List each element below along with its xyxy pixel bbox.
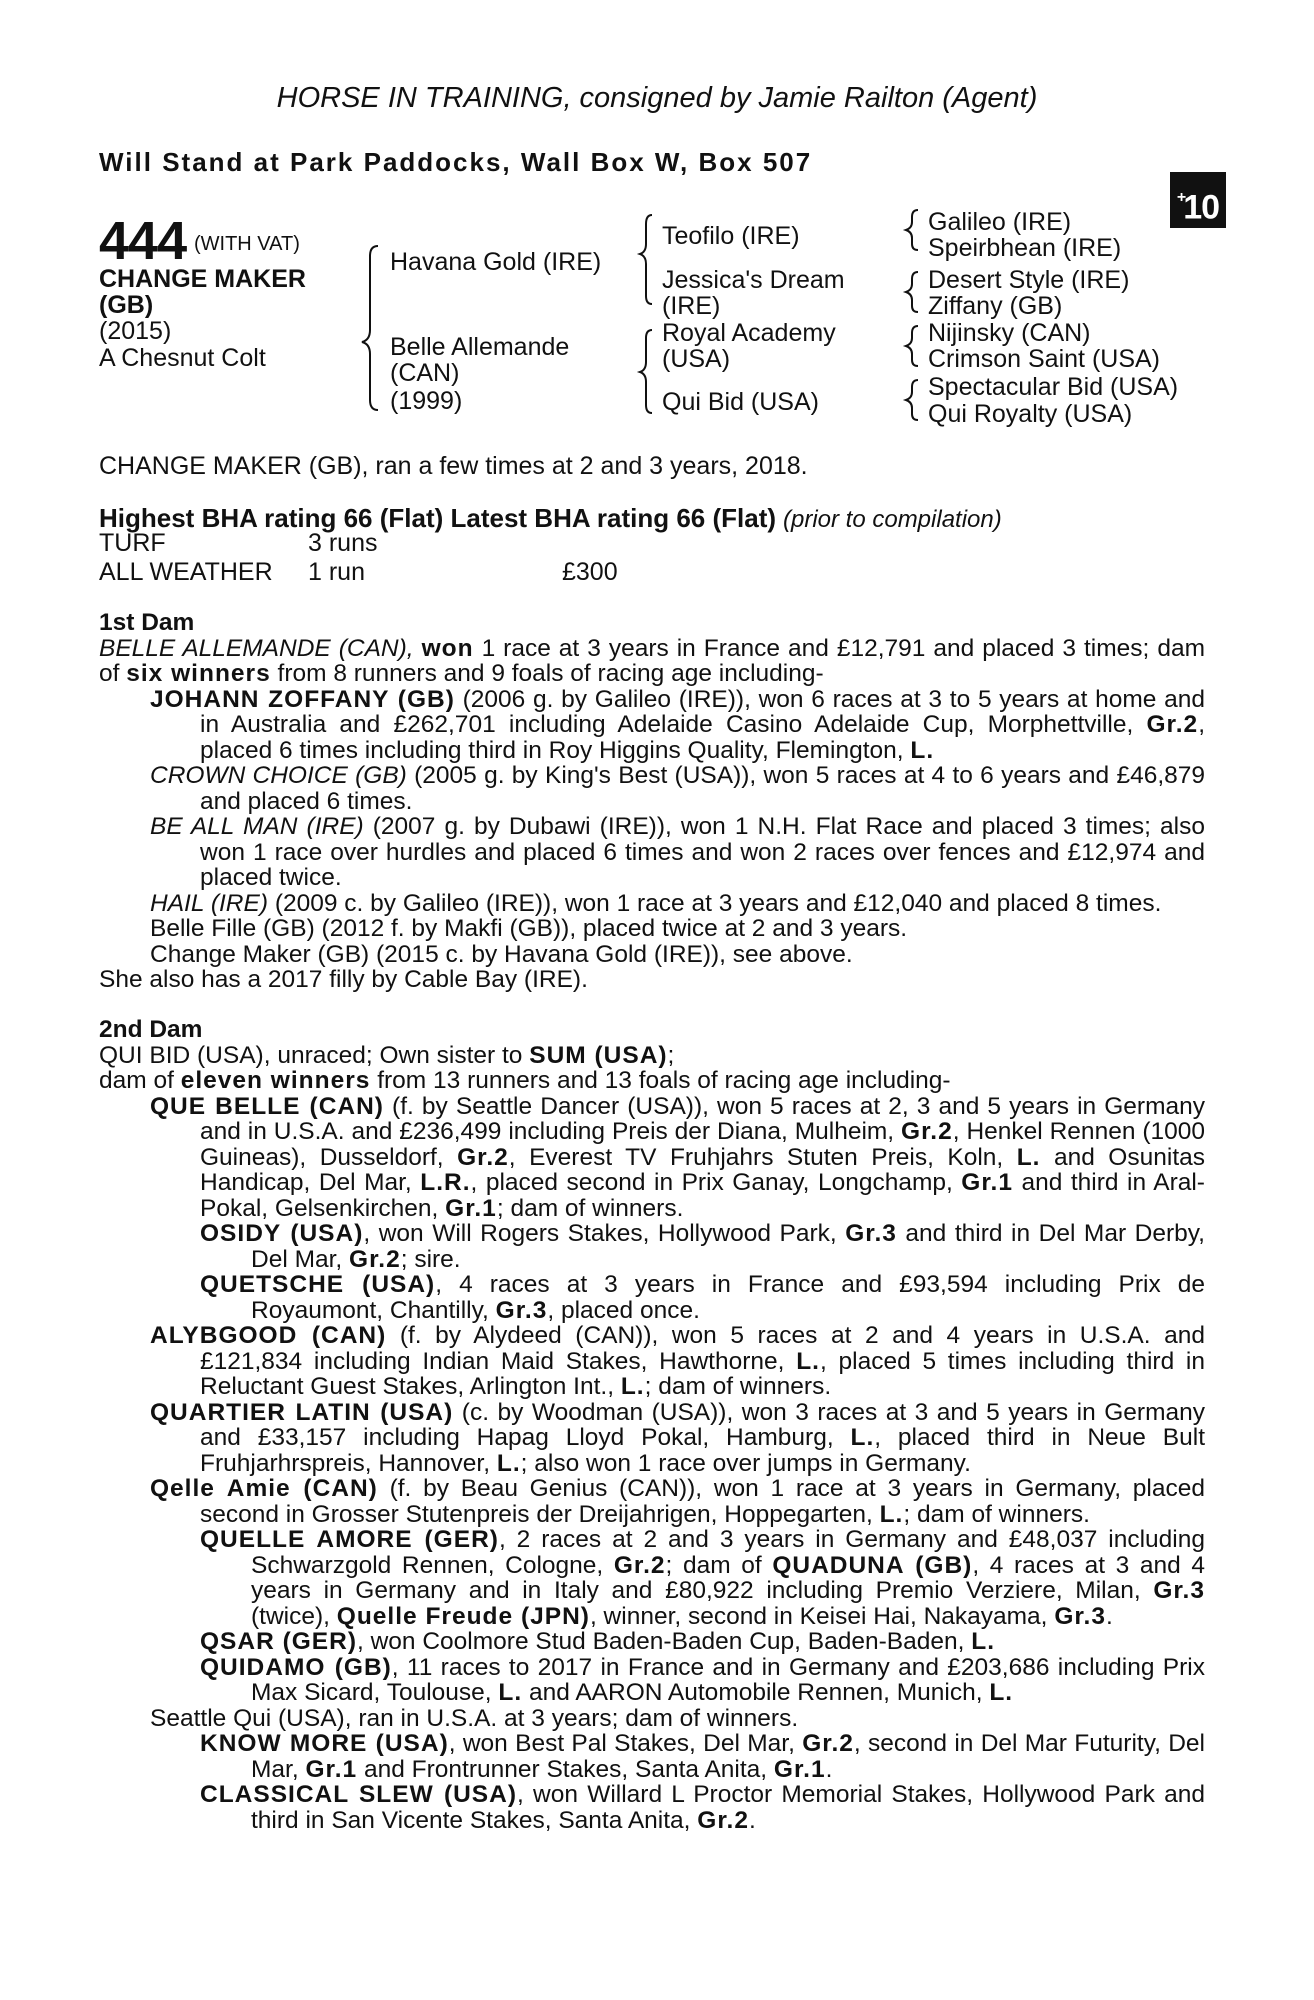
produce-text: (2005 g. by King's Best (USA)), won 5 races at 4 to 6 years and £46,879 and placed 6 times. [200, 762, 1206, 815]
pedigree-g-1: Galileo (IRE) [928, 208, 1072, 236]
first-dam-record [99, 636, 1205, 687]
produce-be-all-man [99, 814, 1205, 891]
produce-name: QUADUNA (GB) [772, 1551, 973, 1579]
second-dam-section [99, 1017, 1205, 1833]
pedigree-g-6: Crimson Saint (USA) [928, 345, 1160, 373]
produce-text: ; dam of winners. [903, 1500, 1090, 1528]
second-dam-winners: eleven winners [180, 1067, 371, 1094]
produce-name: ALYBGOOD (CAN) [150, 1322, 387, 1349]
pedigree-g-8: Qui Royalty (USA) [928, 400, 1133, 428]
produce-text: and Osunitas Handicap, Del Mar, [200, 1143, 1205, 1196]
grade: Gr.2 [613, 1551, 666, 1579]
produce-name: CROWN CHOICE (GB) [150, 762, 407, 789]
produce-text: . [825, 1755, 833, 1783]
badge-plus: + [1176, 189, 1186, 206]
produce-name: KNOW MORE (USA) [200, 1730, 449, 1757]
ratings-line [99, 503, 1002, 534]
produce-qsar [99, 1629, 1205, 1655]
horse-description: A Chesnut Colt [99, 344, 266, 372]
first-dam-runners: from 8 runners and 9 foals of racing age including- [277, 660, 824, 687]
pedigree-dam-1: Belle Allemande [390, 333, 570, 361]
brace-sire-line [640, 215, 652, 304]
first-dam-heading: 1st Dam [99, 609, 195, 636]
second-dam-runners: from 13 runners and 13 foals of racing age including- [377, 1067, 951, 1094]
pedigree-dam-2: (CAN) [390, 359, 460, 387]
horse-country: (GB) [99, 291, 154, 319]
produce-text: . [748, 1806, 756, 1834]
grade: Gr.1 [773, 1755, 826, 1783]
produce-text: , winner, second in Keisei Hai, Nakayama, [589, 1602, 1048, 1630]
produce-text: . [1106, 1602, 1113, 1630]
produce-quetsche [99, 1272, 1205, 1323]
pedigree-g-3: Desert Style (IRE) [928, 266, 1130, 294]
first-dam-winners: six winners [126, 660, 271, 687]
produce-text: , won Best Pal Stakes, Del Mar, [448, 1730, 795, 1757]
grade: Gr.1 [305, 1755, 358, 1783]
first-dam-section [99, 610, 1205, 993]
produce-text: ; dam of winners. [644, 1373, 832, 1400]
second-dam-record [99, 1043, 1205, 1094]
grade: Gr.3 [1153, 1577, 1205, 1604]
consignor-header: HORSE IN TRAINING, consigned by Jamie Railton (Agent) [276, 82, 1038, 114]
produce-que-belle [99, 1094, 1205, 1222]
produce-change-maker: Change Maker (GB) (2015 c. by Havana Gold (IRE)), see above. [150, 940, 853, 968]
grade: L. [850, 1424, 875, 1451]
brace-dam-line [640, 330, 652, 413]
produce-text: , won Will Rogers Stakes, Hollywood Park, [363, 1220, 837, 1247]
pedigree-dam-sire-1: Royal Academy [662, 319, 836, 347]
first-dam-name: BELLE ALLEMANDE (CAN), [99, 634, 414, 662]
grade: L. [879, 1500, 904, 1528]
grade: L. [796, 1347, 820, 1375]
produce-name: OSIDY (USA) [200, 1220, 364, 1247]
produce-hail [99, 891, 1205, 917]
foaling-year: (2015) [99, 317, 172, 345]
produce-text: , won Willard L Proctor Memorial Stakes, Hollywood Park and third in San Vicente Stakes, Santa Anita, [251, 1781, 1205, 1834]
grade: Gr.2 [901, 1118, 953, 1145]
turf-label: TURF [99, 529, 166, 557]
grade: Gr.1 [445, 1194, 497, 1222]
grade: Gr.3 [1054, 1602, 1106, 1630]
produce-text: , second in Del Mar Futurity, Del Mar, [251, 1730, 1205, 1783]
produce-alybgood [99, 1323, 1205, 1400]
produce-text: , 2 races at 2 and 3 years in Germany and £48,037 including Schwarzgold Rennen, Cologne, [251, 1526, 1205, 1579]
produce-johann-zoffany [99, 687, 1205, 764]
grade: Gr.3 [845, 1220, 897, 1247]
produce-text: ; dam of winners. [496, 1194, 684, 1222]
pedigree-sire-sire: Teofilo (IRE) [662, 222, 800, 250]
pedigree-sire-dam-2: (IRE) [662, 292, 721, 320]
grade: Gr.3 [495, 1296, 548, 1324]
produce-text: , 11 races to 2017 in France and in Germany and £203,686 including Prix Max Sicard, Toulouse, [251, 1653, 1205, 1706]
produce-name: Qelle Amie (CAN) [150, 1475, 378, 1502]
pedigree-g-7: Spectacular Bid (USA) [928, 373, 1179, 401]
horse-name: CHANGE MAKER [99, 265, 306, 293]
brace-g3 [906, 326, 918, 366]
grade: Gr.1 [961, 1169, 1013, 1196]
produce-text: , placed once. [547, 1296, 700, 1324]
grade: L. [496, 1449, 521, 1477]
produce-text: and AARON Automobile Rennen, Munich, [529, 1679, 983, 1706]
produce-crown-choice [99, 763, 1205, 814]
produce-text: and Frontrunner Stakes, Santa Anita, [363, 1755, 768, 1783]
grade: L. [1016, 1143, 1041, 1171]
brace-sire-dam [362, 246, 378, 410]
first-dam-won: won [421, 634, 474, 662]
produce-quidamo [99, 1655, 1205, 1706]
pedigree-dam-3: (1999) [390, 387, 463, 415]
produce-belle-fille: Belle Fille (GB) (2012 f. by Makfi (GB)), placed twice at 2 and 3 years. [150, 915, 908, 942]
first-dam-record-text: 1 race at 3 years in France and £12,791 and placed 3 times; [481, 634, 1150, 662]
produce-name: QUIDAMO (GB) [200, 1653, 392, 1681]
grade: Gr.2 [457, 1143, 509, 1171]
grade: L. [971, 1628, 996, 1655]
produce-classical-slew [99, 1782, 1205, 1833]
produce-name: CLASSICAL SLEW (USA) [200, 1781, 518, 1808]
pedigree-g-2: Speirbhean (IRE) [928, 234, 1122, 262]
second-dam-heading: 2nd Dam [99, 1016, 203, 1043]
produce-text: , won Coolmore Stud Baden-Baden Cup, Baden-Baden, [357, 1628, 965, 1655]
produce-osidy [99, 1221, 1205, 1272]
produce-name: QUETSCHE (USA) [200, 1271, 436, 1298]
produce-text: (f. by Beau Genius (CAN)), won 1 race at 3 years in Germany, placed second in Grosser Stutenpreis der Dreijahrigen, Hoppegarten, [200, 1475, 1206, 1528]
grade: Gr.2 [349, 1245, 401, 1273]
produce-text: , Everest TV Fruhjahrs Stuten Preis, Koln, [508, 1143, 1004, 1171]
pedigree-g-4: Ziffany (GB) [928, 292, 1063, 320]
produce-text: , placed 6 times including third in Roy Higgins Quality, Flemington, [200, 711, 1205, 764]
produce-quelle-amore [99, 1527, 1205, 1629]
badge-number: 10 [1183, 188, 1220, 227]
produce-name: HAIL (IRE) [150, 889, 268, 917]
grade: L. [989, 1679, 1014, 1706]
produce-text: (f. by Alydeed (CAN)), won 5 races at 2 and 4 years in U.S.A. and £121,834 including Indian Maid Stakes, Hawthorne, [200, 1322, 1205, 1375]
first-dam-dam-of: dam of [99, 634, 1205, 687]
produce-text: (c. by Woodman (USA)), won 3 races at 3 and 5 years in Germany and £33,157 including Hapag Lloyd Pokal, Hamburg, [200, 1398, 1205, 1451]
produce-know-more [99, 1731, 1205, 1782]
sister-name: SUM (USA) [529, 1041, 668, 1069]
produce-name: QUELLE AMORE (GER) [200, 1526, 499, 1553]
grade: L. [498, 1679, 523, 1706]
pedigree-sire-dam-1: Jessica's Dream [662, 266, 845, 294]
second-dam-dam-of: dam of [99, 1067, 174, 1094]
produce-name: QUARTIER LATIN (USA) [150, 1398, 454, 1426]
produce-text: (2007 g. by Dubawi (IRE)), won 1 N.H. Flat Race and placed 3 times; also won 1 race over hurdles and placed 6 times and won 2 races over fences and £12,974 and placed twice. [200, 813, 1205, 891]
produce-text: , Henkel Rennen (1000 Guineas), Dusseldorf, [200, 1118, 1206, 1171]
aw-label: ALL WEATHER [99, 558, 273, 586]
produce-seattle-qui: Seattle Qui (USA), ran in U.S.A. at 3 years; dam of winners. [150, 1704, 799, 1732]
aw-prize: £300 [562, 558, 618, 586]
race-summary: CHANGE MAKER (GB), ran a few times at 2 and 3 years, 2018. [99, 452, 808, 480]
pedigree-g-5: Nijinsky (CAN) [928, 319, 1091, 347]
produce-text: and third in Aral-Pokal, Gelsenkirchen, [200, 1169, 1205, 1222]
produce-name: JOHANN ZOFFANY (GB) [150, 685, 455, 713]
produce-text: , placed third in Neue Bult Fruhjarhrspreis, Hannover, [200, 1424, 1205, 1477]
produce-text: ; sire. [400, 1245, 461, 1273]
brace-g2 [906, 272, 918, 312]
produce-quartier-latin [99, 1400, 1205, 1477]
grade: L.R. [420, 1169, 471, 1196]
produce-text: , 4 races at 3 and 4 years in Germany and in Italy and £80,922 including Premio Verziere, Milan, [251, 1551, 1206, 1604]
punct: ; [667, 1041, 675, 1069]
produce-name: QSAR (GER) [200, 1628, 357, 1655]
produce-name: BE ALL MAN (IRE) [150, 813, 364, 840]
ratings-note: (prior to compilation) [782, 506, 1002, 533]
grade: L. [910, 736, 935, 764]
grade: Gr.2 [802, 1730, 854, 1757]
produce-text: (twice), [251, 1602, 330, 1630]
second-dam-name: QUI BID (USA), unraced; Own sister to [99, 1041, 523, 1069]
produce-text: and third in Del Mar Derby, Del Mar, [251, 1220, 1205, 1273]
produce-text: (2009 c. by Galileo (IRE)), won 1 race at 3 years and £12,040 and placed 8 times. [274, 889, 1162, 917]
brace-g4 [906, 380, 918, 420]
pedigree-sire: Havana Gold (IRE) [390, 248, 602, 276]
grade: Gr.2 [1146, 711, 1199, 738]
pedigree-dam-sire-2: (USA) [662, 345, 731, 373]
turf-runs: 3 runs [308, 529, 378, 557]
produce-text: ; also won 1 race over jumps in Germany. [520, 1449, 971, 1477]
first-dam-also: She also has a 2017 filly by Cable Bay (IRE). [99, 966, 588, 993]
aw-runs: 1 run [308, 558, 365, 586]
produce-text: , placed 5 times including third in Reluctant Guest Stakes, Arlington Int., [200, 1347, 1205, 1400]
stand-location: Will Stand at Park Paddocks, Wall Box W, Box 507 [99, 147, 813, 177]
grade: L. [620, 1373, 645, 1400]
ratings-highest: Highest BHA rating 66 (Flat) Latest BHA rating 66 (Flat) [99, 503, 777, 533]
produce-name: Quelle Freude (JPN) [336, 1602, 590, 1630]
produce-text: (f. by Seattle Dancer (USA)), won 5 races at 2, 3 and 5 years in Germany and in U.S.A. and £236,499 including Preis der Diana, Mulheim, [200, 1092, 1205, 1145]
produce-text: ; dam of [665, 1551, 762, 1579]
produce-name: QUE BELLE (CAN) [150, 1092, 384, 1120]
lot-number: 444 [99, 211, 187, 271]
produce-text: , placed second in Prix Ganay, Longchamp, [470, 1169, 953, 1196]
pedigree-dam-dam: Qui Bid (USA) [662, 388, 819, 416]
brace-g1 [906, 210, 918, 250]
vat-note: (WITH VAT) [194, 233, 300, 255]
grade: Gr.2 [697, 1806, 749, 1834]
produce-text: , 4 races at 3 years in France and £93,594 including Prix de Royaumont, Chantilly, [251, 1271, 1205, 1324]
produce-qelle-amie [99, 1476, 1205, 1527]
produce-text: (2006 g. by Galileo (IRE)), won 6 races at 3 to 5 years at home and in Australia and £262,701 including Adelaide Casino Adelaide Cup, Morphettville, [200, 685, 1205, 738]
